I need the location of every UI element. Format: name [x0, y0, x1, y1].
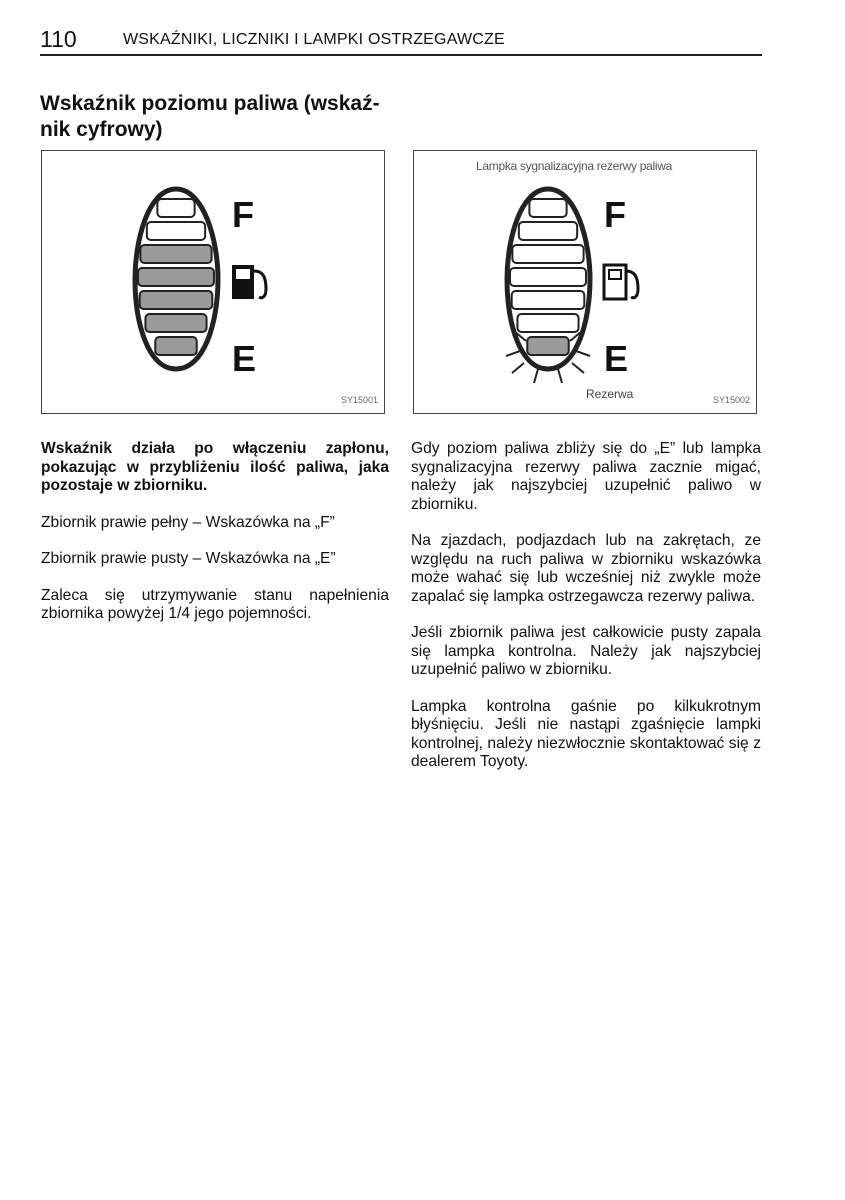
- right-column: [411, 440, 761, 790]
- page-number: 110: [40, 26, 77, 52]
- gauge-segment: [519, 222, 577, 240]
- empty-label: E: [604, 338, 629, 379]
- section-title: Wskaźnik poziomu paliwa (wskaź-nik cyfrowy): [40, 92, 380, 141]
- figure-caption: Lampka sygnalizacyjna rezerwy paliwa: [476, 159, 672, 173]
- fuel-pump-icon: [232, 265, 266, 299]
- gauge-segment: [157, 199, 194, 217]
- full-note: Zbiornik prawie pełny – Wskazówka na „F”: [41, 513, 335, 531]
- gauge-segment: [517, 314, 578, 332]
- gauge-segment: [529, 199, 566, 217]
- left-column: [41, 440, 389, 642]
- figure-reserve-lamp: [413, 150, 757, 414]
- header-title: WSKAŹNIKI, LICZNIKI I LAMPKI OSTRZEGAWCZE: [123, 31, 505, 48]
- gauge-capsule: [507, 189, 590, 369]
- paragraph-reserve-warning: Gdy poziom paliwa zbliży się do „E” lub lampka sygnalizacyjna rezerwy paliwa zacznie migać, należy jak najszybciej uzupełnić paliwo w zbiorniku.: [411, 440, 761, 513]
- figure-code: SY15002: [712, 395, 750, 405]
- reserve-label: Rezerwa: [586, 387, 634, 401]
- gauge-segment: [140, 245, 211, 263]
- fuel-pump-icon: [604, 265, 638, 299]
- reserve-lamp-illustration: [414, 151, 758, 415]
- gauge-segment: [512, 245, 583, 263]
- paragraph-empty-tank: Jeśli zbiornik paliwa jest całkowicie pusty zapala się lampka kontrolna. Należy jak najszybciej uzupełnić paliwo w zbiorniku.: [411, 624, 761, 678]
- gauge-capsule: [135, 189, 218, 369]
- empty-note: Zbiornik prawie pusty – Wskazówka na „E”: [41, 550, 336, 567]
- gauge-segment: [510, 268, 586, 286]
- empty-label: E: [232, 338, 257, 379]
- gauge-segment: [147, 222, 205, 240]
- gauge-segment: [145, 314, 206, 332]
- gauge-segments: [510, 199, 586, 355]
- full-label: F: [232, 194, 254, 235]
- page-header: [40, 26, 762, 56]
- paragraph-slopes: Na zjazdach, podjazdach lub na zakrętach, ze względu na ruch paliwa w zbiorniku wskazówka może wahać się lub wcześniej niż zwykle może zapalać się lampka ostrzegawcza rezerwy paliwa.: [411, 532, 761, 605]
- gauge-segments: [138, 199, 214, 355]
- gauge-segment: [138, 268, 214, 286]
- gauge-segment: [140, 291, 213, 309]
- paragraph-lamp-off: Lampka kontrolna gaśnie po kilkukrotnym błyśnięciu. Jeśli nie nastąpi zgaśnięcie lampki kontrolnej, należy niezwłocznie skontaktować się z dealerem Toyoty.: [411, 697, 761, 770]
- figure-code: SY15001: [340, 395, 378, 405]
- gauge-segment: [512, 291, 585, 309]
- figure-fuel-gauge: [41, 150, 385, 414]
- gauge-segment: [527, 337, 568, 355]
- gauge-segment: [155, 337, 196, 355]
- intro-paragraph: Wskaźnik działa po włączeniu zapłonu, pokazując w przybliżeniu ilość paliwa, jaka pozostaje w zbiorniku.: [41, 440, 389, 494]
- advice-paragraph: Zaleca się utrzymywanie stanu napełnienia zbiornika powyżej 1/4 jego pojemności.: [41, 586, 389, 622]
- full-label: F: [604, 194, 626, 235]
- fuel-gauge-illustration: [42, 151, 386, 415]
